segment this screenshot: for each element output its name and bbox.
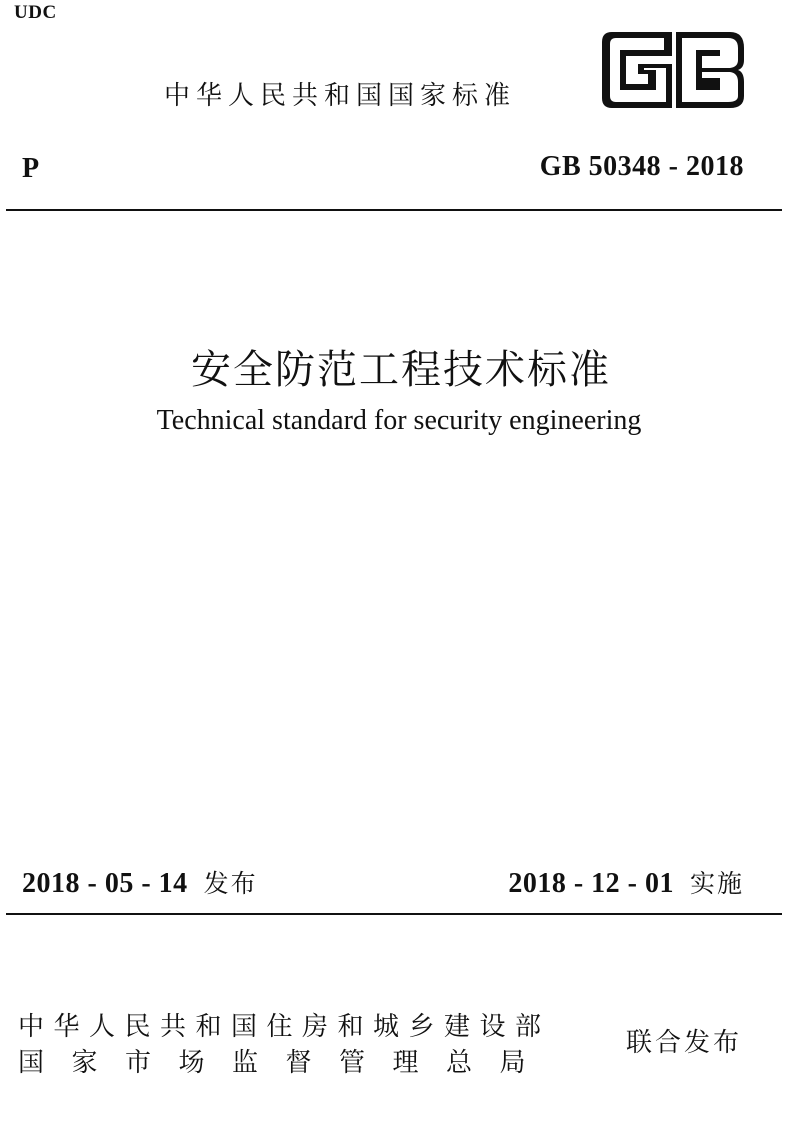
issue-date-block bbox=[22, 864, 258, 900]
implementation-date-block bbox=[508, 864, 744, 900]
joint-release-label: 联合发布 bbox=[626, 1028, 743, 1058]
issue-label: 发布 bbox=[203, 869, 258, 898]
title-english: Technical standard for security engineering bbox=[156, 405, 642, 436]
standard-number: GB 50348 - 2018 bbox=[539, 151, 744, 182]
top-divider bbox=[6, 209, 782, 211]
national-standard-label: 中华人民共和国国家标准 bbox=[164, 81, 517, 111]
issuer-market-regulation: 国家市场监督管理总局 bbox=[18, 1048, 554, 1078]
title-chinese: 安全防范工程技术标准 bbox=[191, 347, 611, 393]
implementation-date: 2018 - 12 - 01 bbox=[508, 868, 674, 899]
bottom-divider bbox=[6, 913, 782, 915]
gb-logo bbox=[598, 26, 748, 114]
udc-label: UDC bbox=[14, 2, 57, 23]
issuer-ministry-housing: 中华人民共和国住房和城乡建设部 bbox=[18, 1012, 551, 1042]
issue-date: 2018 - 05 - 14 bbox=[22, 868, 188, 899]
implementation-label: 实施 bbox=[689, 869, 744, 898]
category-code: P bbox=[22, 153, 40, 184]
